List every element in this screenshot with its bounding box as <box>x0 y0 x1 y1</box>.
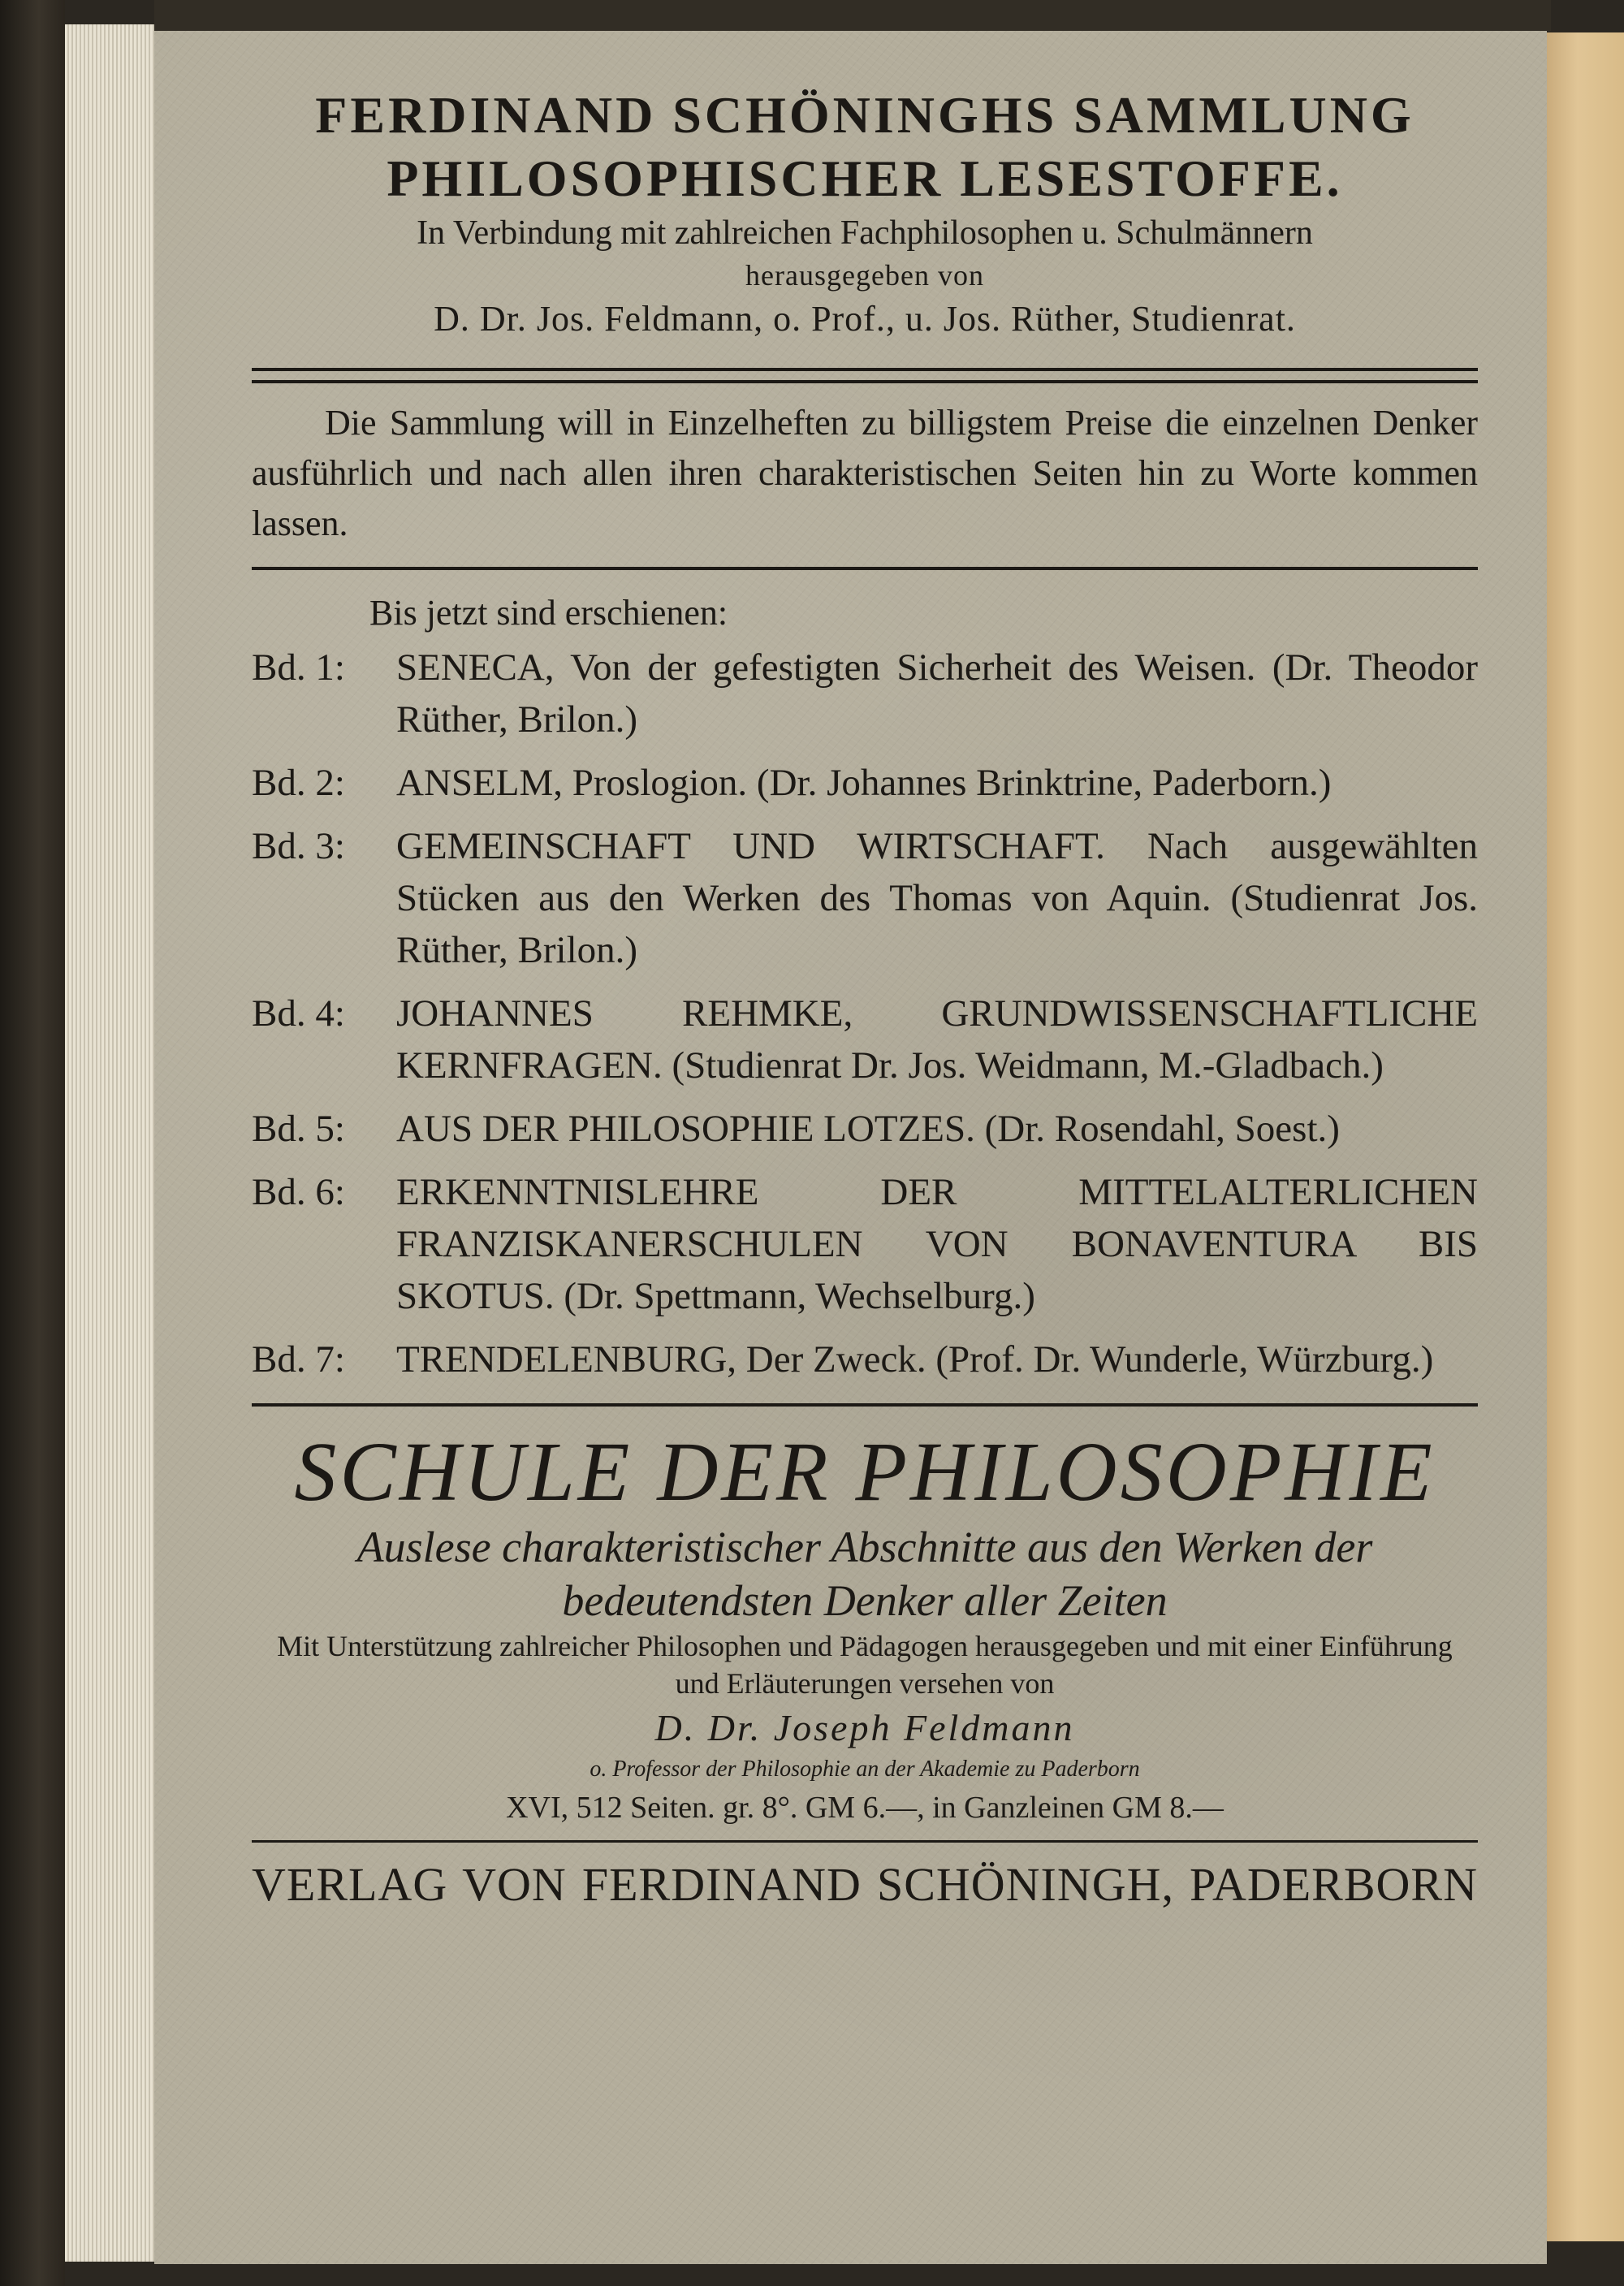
book-binding <box>0 0 65 2286</box>
series-editors: D. Dr. Jos. Feldmann, o. Prof., u. Jos. Rüther, Studienrat. <box>434 299 1296 339</box>
volume-entry-2 <box>252 757 1478 809</box>
volume-label: Bd. 4: <box>252 992 345 1035</box>
volume-text: AUS DER PHILOSOPHIE LOTZES. (Dr. Rosendahl, Soest.) <box>396 1108 1340 1150</box>
volume-text: TRENDELENBURG, Der Zweck. (Prof. Dr. Wunderle, Würzburg.) <box>396 1338 1434 1381</box>
cover-top-strip <box>154 0 1551 31</box>
facing-page-edge <box>1547 32 1624 2241</box>
edited-by: herausgegeben von <box>745 259 984 292</box>
volume-text: GEMEINSCHAFT UND WIRTSCHAFT. Nach ausgewählten Stücken aus den Werken des Thomas von Aquin. (Studienrat Jos. Rüther, Brilon.) <box>396 825 1478 971</box>
double-rule <box>252 368 1478 383</box>
volume-text: JOHANNES REHMKE, GRUNDWISSENSCHAFTLICHE KERNFRAGEN. (Studienrat Dr. Jos. Weidmann, M.-Gladbach.) <box>396 992 1478 1087</box>
volume-label: Bd. 1: <box>252 646 345 689</box>
page-edges <box>65 24 154 2262</box>
volume-entry-1 <box>252 642 1478 745</box>
series-header <box>252 84 1478 344</box>
series-title-line-1: FERDINAND SCHÖNINGHS SAMMLUNG <box>315 86 1415 144</box>
schule-editor: D. Dr. Joseph Feldmann <box>654 1707 1075 1748</box>
volume-label: Bd. 3: <box>252 825 345 867</box>
volume-label: Bd. 5: <box>252 1108 345 1150</box>
volume-label: Bd. 6: <box>252 1171 345 1213</box>
advertisement-page <box>154 31 1547 2264</box>
rule-divider-1 <box>252 567 1478 570</box>
rule-divider-3 <box>252 1840 1478 1843</box>
volume-entry-6 <box>252 1166 1478 1322</box>
schule-subtitle: Auslese charakteristischer Abschnitte aus den Werken der bedeutendsten Denker aller Zeiten <box>356 1523 1373 1625</box>
volume-label: Bd. 2: <box>252 762 345 804</box>
volume-entry-4 <box>252 987 1478 1091</box>
volume-label: Bd. 7: <box>252 1338 345 1381</box>
publisher-line: VERLAG VON FERDINAND SCHÖNINGH, PADERBORN <box>252 1858 1478 1911</box>
schule-price: XVI, 512 Seiten. gr. 8°. GM 6.—, in Ganzleinen GM 8.— <box>506 1791 1224 1825</box>
volume-text: SENECA, Von der gefestigten Sicherheit des Weisen. (Dr. Theodor Rüther, Brilon.) <box>396 646 1478 741</box>
series-title-line-2: PHILOSOPHISCHER LESESTOFFE. <box>387 149 1343 207</box>
volumes-lead: Bis jetzt sind erschienen: <box>369 593 728 633</box>
series-intro: Die Sammlung will in Einzelheften zu billigstem Preise die einzelnen Denker ausführlich und nach allen ihren charakteristischen Seiten hin zu Worte kommen lassen. <box>252 403 1478 543</box>
series-subtitle: In Verbindung mit zahlreichen Fachphilosophen u. Schulmännern <box>417 214 1313 252</box>
volume-entry-7 <box>252 1333 1478 1385</box>
schule-title: SCHULE DER PHILOSOPHIE <box>294 1425 1436 1519</box>
volume-entry-3 <box>252 820 1478 976</box>
volume-list <box>252 642 1478 1385</box>
schule-section <box>252 1424 1478 1830</box>
volume-text: ERKENNTNISLEHRE DER MITTELALTERLICHEN FRANZISKANERSCHULEN VON BONAVENTURA BIS SKOTUS. (Dr. Spettmann, Wechselburg.) <box>396 1171 1478 1317</box>
schule-support: Mit Unterstützung zahlreicher Philosophen und Pädagogen herausgegeben und mit einer Einführung und Erläuterungen versehen von <box>277 1630 1453 1700</box>
rule-divider-2 <box>252 1403 1478 1407</box>
volume-entry-5 <box>252 1103 1478 1155</box>
volume-text: ANSELM, Proslogion. (Dr. Johannes Brinktrine, Paderborn.) <box>396 762 1332 804</box>
page-content <box>252 84 1478 1914</box>
schule-editor-position: o. Professor der Philosophie an der Akademie zu Paderborn <box>590 1757 1140 1782</box>
